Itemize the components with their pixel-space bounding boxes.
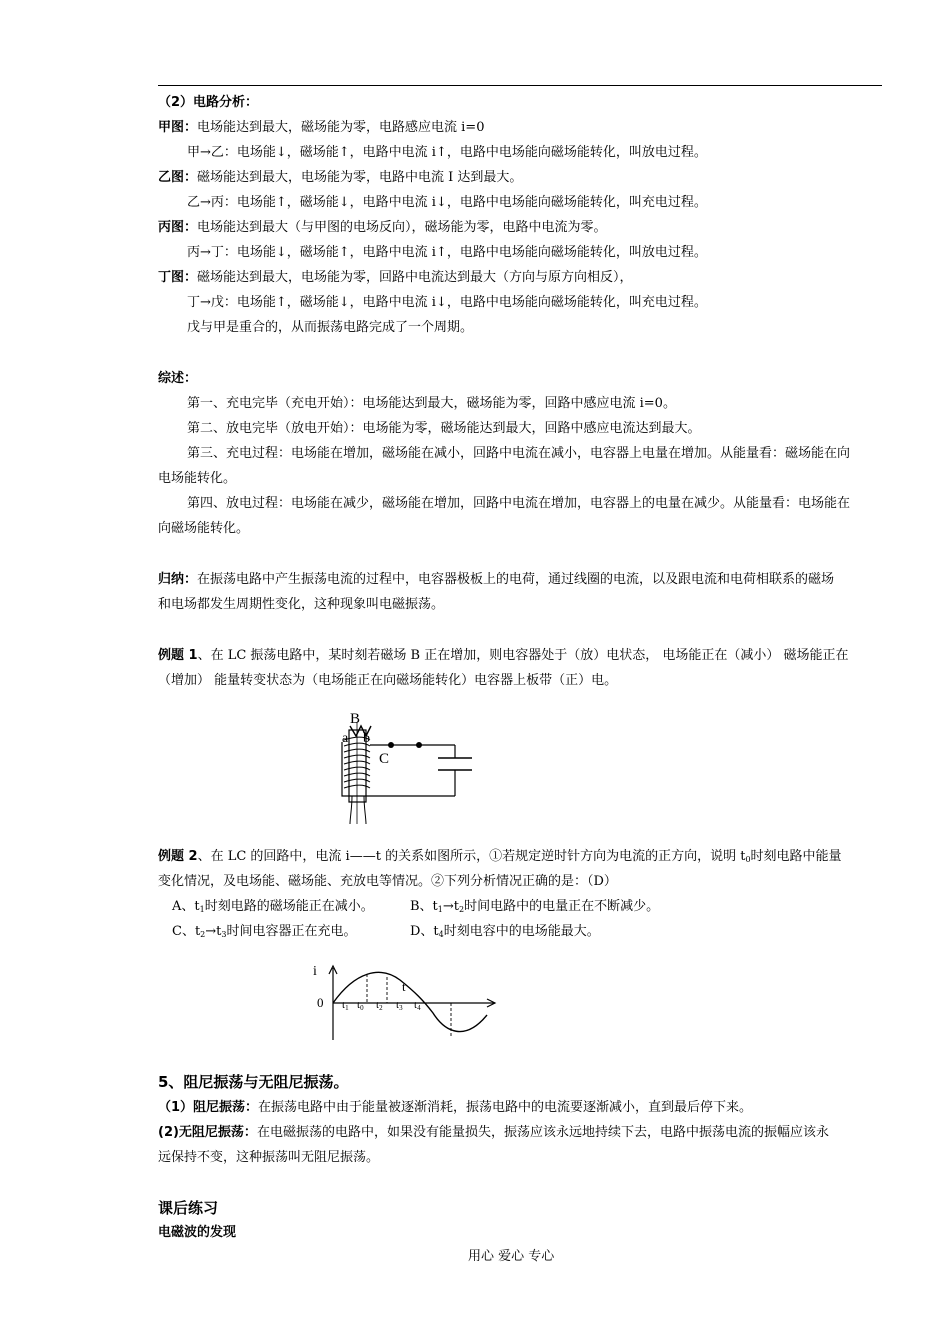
exercises-subheading: 电磁波的发现	[158, 1225, 237, 1240]
example1-line-a: 例题 1、在 LC 振荡电路中，某时刻若磁场 B 正在增加，则电容器处于（放）电状态， 电场能正在（减小） 磁场能正在	[158, 648, 849, 663]
origin-label: 0	[317, 995, 324, 1010]
conclusion-line-b: 和电场都发生周期性变化，这种现象叫电磁振荡。	[158, 597, 445, 612]
option-b: B、$t_1\to t_2$时间电路中的电量正在不断减少。	[410, 899, 660, 914]
tick-t3: t3	[396, 999, 403, 1012]
plate-b-label: b	[363, 731, 370, 746]
plate-a-label: a	[342, 731, 349, 746]
page-footer: 用心 爱心 专心	[468, 1249, 555, 1264]
jia-line: 甲图：电场能达到最大，磁场能为零，电路感应电流 i=0	[158, 120, 485, 135]
example2-line-b: 变化情况，及电场能、磁场能、充放电等情况。②下列分析情况正确的是：（D）	[158, 874, 617, 889]
yi-bing-line: 乙→丙：电场能↑，磁场能↓，电路中电流 i↓，电路中电场能向磁场能转化，叫充电过程。	[187, 195, 707, 210]
summary-p4-a: 第四、放电过程：电场能在减少，磁场能在增加，回路中电流在增加，电容器上的电量在减少。从能量看：电场能在	[187, 496, 851, 511]
summary-p2: 第二、放电完毕（放电开始）：电场能为零，磁场能达到最大，回路中感应电流达到最大。	[187, 421, 701, 436]
header-rule	[158, 85, 882, 86]
tick-t4: t4	[414, 999, 421, 1012]
current-time-graph	[305, 960, 505, 1050]
magnetic-field-label: B	[350, 711, 361, 727]
summary-p3-b: 电场能转化。	[158, 471, 237, 486]
option-a: A、$t_1$时刻电路的磁场能正在减小。	[172, 899, 374, 914]
undamped-line-b: 远保持不变，这种振荡叫无阻尼振荡。	[158, 1150, 380, 1165]
ding-wu-line: 丁→戊：电场能↑，磁场能↓，电路中电流 i↓，电路中电场能向磁场能转化，叫充电过程。	[187, 295, 707, 310]
option-c: C、$t_2\to t_3$时间电容器正在充电。	[172, 924, 357, 939]
capacitor-label: C	[379, 751, 390, 767]
lc-circuit-figure	[330, 708, 480, 828]
tick-t0: t0	[357, 999, 364, 1012]
summary-heading: 综述：	[158, 371, 198, 386]
jia-yi-line: 甲→乙：电场能↓，磁场能↑，电路中电流 i↑，电路中电场能向磁场能转化，叫放电过程。	[187, 145, 707, 160]
summary-p4-b: 向磁场能转化。	[158, 521, 250, 536]
damped-line: （1）阻尼振荡：在振荡电路中由于能量被逐渐消耗，振荡电路中的电流要逐渐减小，直到最后停下来。	[158, 1100, 753, 1115]
t-axis-label: t	[402, 979, 406, 994]
tick-t2: t2	[376, 999, 383, 1012]
summary-p1: 第一、充电完毕（充电开始）：电场能达到最大，磁场能为零，回路中感应电流 i=0。	[187, 396, 676, 411]
wu-note: 戊与甲是重合的，从而振荡电路完成了一个周期。	[187, 320, 474, 335]
option-d: D、$t_4$时刻电容中的电场能最大。	[410, 924, 600, 939]
summary-p3-a: 第三、充电过程：电场能在增加，磁场能在减小，回路中电流在减小，电容器上电量在增加。从能量看：磁场能在向	[187, 446, 851, 461]
undamped-line-a: (2)无阻尼振荡：在电磁振荡的电路中，如果没有能量损失，振荡应该永远地持续下去，电路中振荡电流的振幅应该永	[158, 1125, 829, 1140]
circuit-analysis-heading: （2）电路分析：	[158, 95, 259, 110]
ding-line: 丁图：磁场能达到最大，电场能为零，回路中电流达到最大（方向与原方向相反），	[158, 270, 633, 285]
yi-line: 乙图：磁场能达到最大，电场能为零，电路中电流 I 达到最大。	[158, 170, 523, 185]
tick-t1: t1	[342, 999, 349, 1012]
exercises-heading: 课后练习	[158, 1199, 219, 1217]
tick-labels	[342, 999, 421, 1012]
i-axis-label: i	[313, 964, 317, 979]
conclusion-line-a: 归纳：在振荡电路中产生振荡电流的过程中，电容器极板上的电荷，通过线圈的电流，以及跟电流和电荷相联系的磁场	[158, 572, 835, 587]
section5-heading: 5、阻尼振荡与无阻尼振荡。	[158, 1073, 349, 1091]
bing-line: 丙图：电场能达到最大（与甲图的电场反向），磁场能为零，电路中电流为零。	[158, 220, 607, 235]
example2-line-a: 例题 2、在 LC 的回路中，电流 i——t 的关系如图所示，①若规定逆时针方向为电流的正方向，说明 $t_0$时刻电路中能量	[158, 849, 842, 864]
example1-line-b: （增加） 能量转变状态为（电场能正在向磁场能转化）电容器上板带（正）电。	[158, 673, 618, 688]
bing-ding-line: 丙→丁：电场能↓，磁场能↑，电路中电流 i↑，电路中电场能向磁场能转化，叫放电过程。	[187, 245, 707, 260]
